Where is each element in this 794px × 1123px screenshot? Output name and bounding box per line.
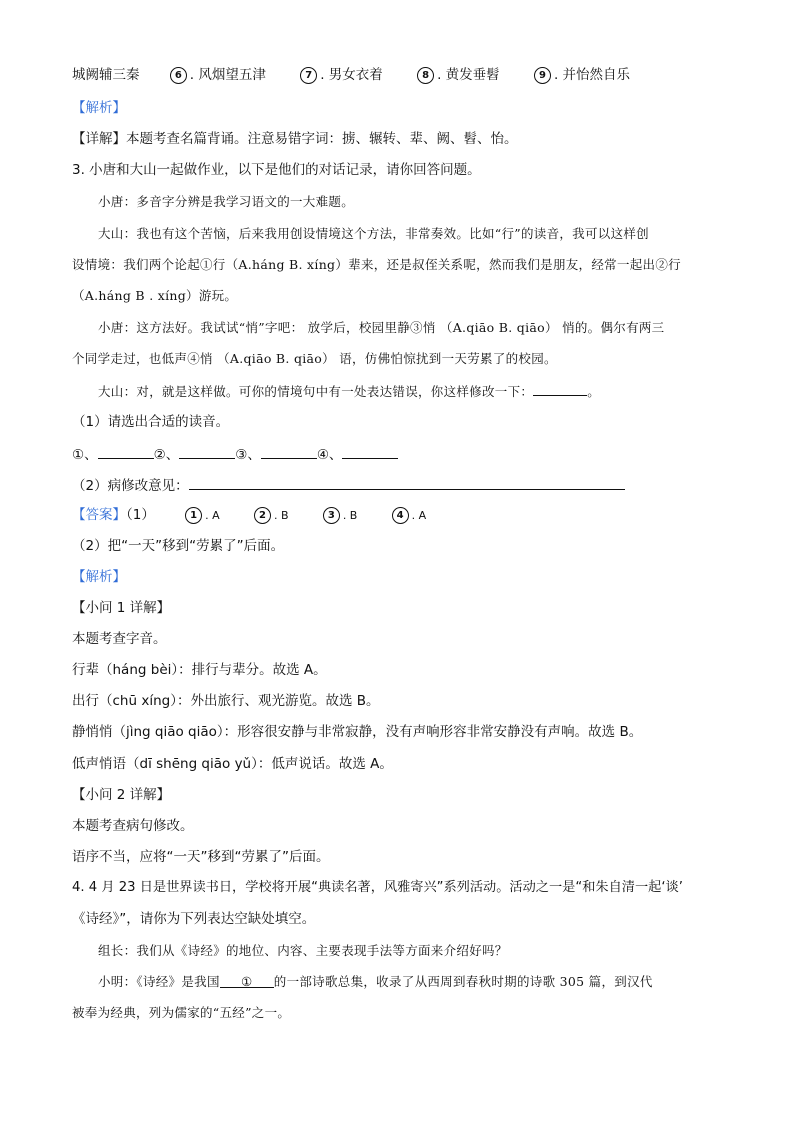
circled-number: 9	[534, 67, 551, 84]
circled-number: 8	[417, 67, 434, 84]
analysis-text: 出行（chū xíng）：外出旅行、观光游览。故选 B。	[72, 693, 380, 709]
dialogue-line: 组长：我们从《诗经》的地位、内容、主要表现手法等方面来介绍好吗？	[98, 943, 508, 958]
answer-blank-4[interactable]	[342, 444, 398, 459]
dialogue-line: 小唐：多音字分辨是我学习语文的一大难题。	[98, 194, 355, 209]
dialogue-line: （A.háng B . xíng）游玩。	[72, 288, 238, 303]
small-question-2-heading: 【小问 2 详解】	[72, 787, 171, 803]
poem-item-7	[300, 66, 383, 84]
circled-number: 1	[185, 507, 202, 524]
answer-text: . B	[273, 509, 289, 522]
dialogue-text: 小明：《诗经》是我国	[98, 974, 220, 989]
circled-number: 3	[323, 507, 340, 524]
question-4-line-2: 《诗经》”，请你为下列表达空缺处填空。	[72, 911, 316, 927]
circled-number: 2	[254, 507, 271, 524]
answer-text: . A	[205, 509, 220, 522]
blank-label: ④、	[316, 447, 343, 463]
analysis-text: 静悄悄（jìng qiāo qiāo）：形容很安静与非常寂静，没有声响形容非常安静没有声响。故选 B。	[72, 724, 643, 740]
detail-text: 【详解】本题考查名篇背诵。注意易错字词：掳、辗转、辈、阙、髫、怡。	[72, 131, 518, 147]
dialogue-line-with-blank	[98, 973, 653, 991]
answer-blank-3[interactable]	[261, 444, 317, 459]
circled-number: 6	[170, 67, 187, 84]
subquestion-2-label: （2）病修改意见：	[72, 478, 189, 494]
poem-item-text: . 并怡然自乐	[553, 67, 631, 83]
blank-label: ①、	[72, 447, 98, 463]
analysis-text: 行辈（háng bèi）：排行与辈分。故选 A。	[72, 662, 327, 678]
small-question-1-heading: 【小问 1 详解】	[72, 600, 171, 616]
answer-blank-1[interactable]	[98, 444, 154, 459]
answer-label: 【答案】	[72, 507, 126, 523]
analysis-heading: 【解析】	[72, 569, 126, 585]
dialogue-line: 设情境：我们两个论起①行（A.háng B. xíng）辈来，还是叔侄关系呢，然而我们是朋友，经常一起出②行	[72, 257, 681, 272]
question-4-line-1: 4. 4 月 23 日是世界读书日，学校将开展“典读名著，风雅寄兴”系列活动。活动之一是“和朱自清一起‘谈’	[72, 880, 683, 895]
poem-item-text: . 黄发垂髫	[437, 67, 500, 83]
answer-sub1: （1）	[126, 507, 155, 523]
circled-number: 7	[300, 67, 317, 84]
poem-prefix: 城阙辅三秦	[72, 67, 140, 83]
analysis-text: 本题考查病句修改。	[72, 818, 194, 834]
subquestion-2	[72, 475, 625, 495]
answer-blank-q4[interactable]	[220, 973, 274, 988]
circled-number: 4	[392, 507, 409, 524]
blank-row	[72, 444, 398, 464]
poem-item-6	[170, 66, 266, 84]
answer-3	[323, 506, 358, 525]
blank-label: ②、	[153, 447, 180, 463]
dialogue-line: 被奉为经典，列为儒家的“五经”之一。	[72, 1005, 291, 1020]
dialogue-line: 大山：我也有这个苦恼，后来我用创设情境这个方法，非常奏效。比如“行”的读音，我可以这样创	[98, 226, 649, 241]
poem-item-text: . 男女衣着	[320, 67, 383, 83]
analysis-text: 本题考查字音。	[72, 631, 167, 647]
poem-item-8	[417, 66, 500, 84]
answer-2	[254, 506, 289, 525]
poem-item-9	[534, 66, 630, 84]
analysis-heading: 【解析】	[72, 100, 126, 116]
question-3-intro: 3. 小唐和大山一起做作业，以下是他们的对话记录，请你回答问题。	[72, 162, 481, 178]
subquestion-1: （1）请选出合适的读音。	[72, 414, 230, 430]
dialogue-line-with-blank	[98, 381, 600, 401]
dialogue-end: 。	[587, 384, 601, 399]
answer-blank-2[interactable]	[179, 444, 235, 459]
revision-blank[interactable]	[189, 475, 625, 490]
dialogue-text: 的一部诗歌总集，收录了从西周到春秋时期的诗歌 305 篇，到汉代	[273, 974, 653, 989]
dialogue-text: 大山：对，就是这样做。可你的情境句中有一处表达错误，你这样修改一下：	[98, 384, 534, 399]
blank-marker: ①	[241, 974, 253, 989]
analysis-text: 语序不当，应将“一天”移到“劳累了”后面。	[72, 849, 330, 865]
answer-sub2: （2）把“一天”移到“劳累了”后面。	[72, 538, 285, 554]
poem-item-text: . 风烟望五津	[189, 67, 266, 83]
answer-line	[72, 506, 456, 525]
dialogue-line: 个同学走过，也低声④悄 （A.qiāo B. qiāo） 语，仿佛怕惊扰到一天劳累了的校园。	[72, 351, 557, 366]
answer-text: . A	[411, 509, 427, 522]
dialogue-line: 小唐：这方法好。我试试“悄”字吧： 放学后，校园里静③悄 （A.qiāo B. qiāo） 悄的。偶尔有两三	[98, 320, 665, 335]
answer-blank[interactable]	[533, 381, 587, 396]
analysis-text: 低声悄语（dī shēng qiāo yǔ）：低声说话。故选 A。	[72, 756, 393, 772]
poem-answer-line	[72, 66, 630, 84]
answer-text: . B	[342, 509, 358, 522]
answer-4	[392, 506, 427, 525]
blank-label: ③、	[235, 447, 261, 463]
answer-1	[185, 506, 220, 525]
